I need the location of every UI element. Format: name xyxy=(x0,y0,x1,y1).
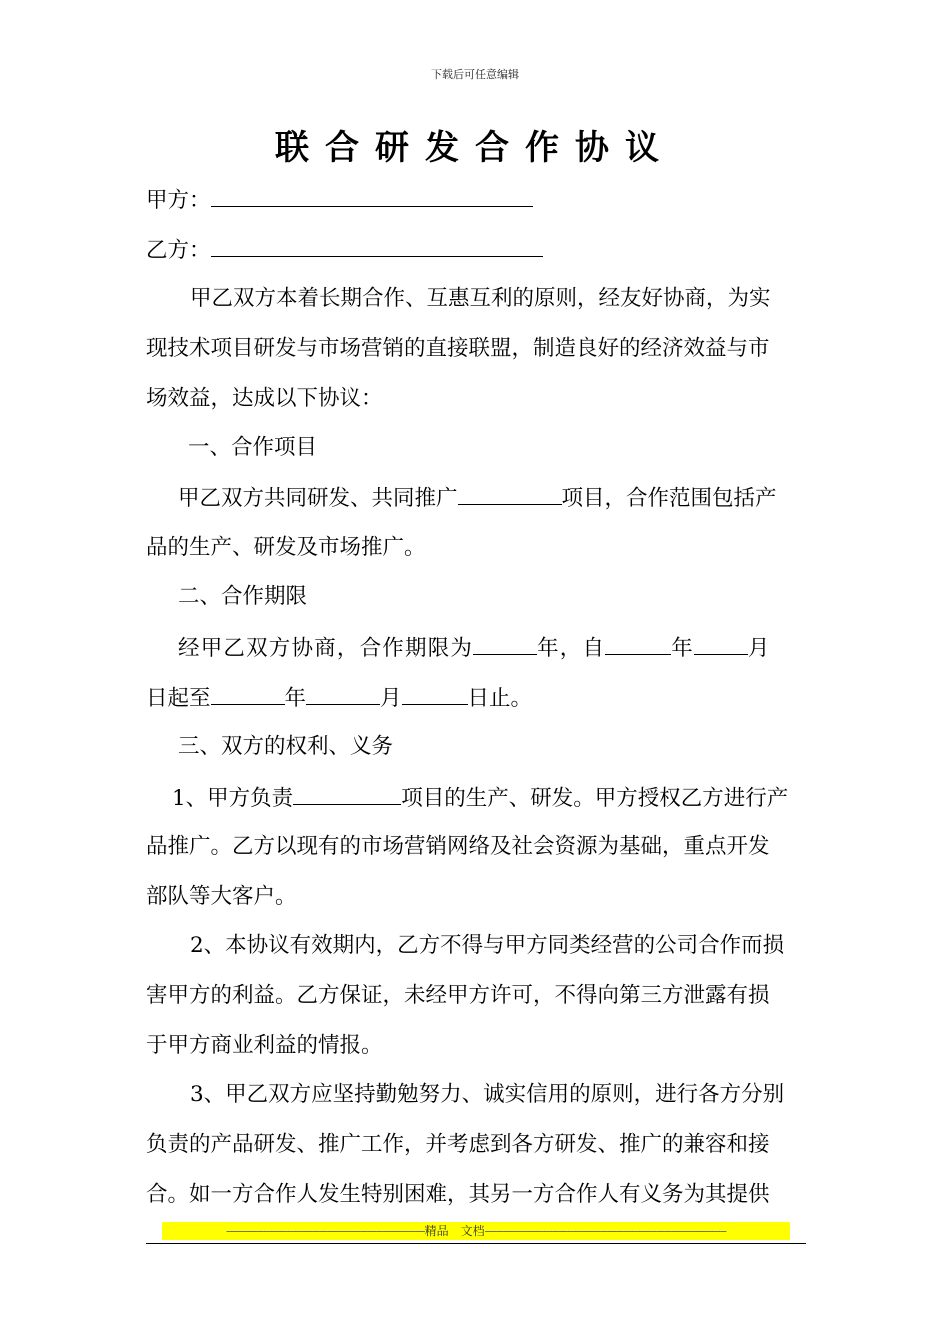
end-month-unit: 月 xyxy=(380,686,402,711)
start-month-unit: 月 xyxy=(747,636,771,661)
section-3-p1-line-1 xyxy=(146,782,806,812)
end-year-blank[interactable] xyxy=(211,682,285,705)
end-day-text: 日止。 xyxy=(467,686,533,711)
section-3-p1-line-3: 部队等大客户。 xyxy=(146,884,297,909)
header-note: 下载后可任意编辑 xyxy=(431,68,519,81)
footer-rule xyxy=(146,1243,806,1244)
p1-text-a: 1、甲方负责 xyxy=(172,786,294,811)
start-day-text: 日起至 xyxy=(146,686,211,711)
start-year-unit: 年 xyxy=(671,636,694,661)
party-a-blank[interactable] xyxy=(211,184,533,207)
start-year-blank[interactable] xyxy=(605,632,671,655)
term-year-from-text: 年，自 xyxy=(537,636,606,661)
start-month-blank[interactable] xyxy=(694,632,748,655)
term-text: 经甲乙双方协商，合作期限为 xyxy=(178,636,474,661)
section-2-line-2 xyxy=(146,682,806,712)
project-name-blank[interactable] xyxy=(458,482,562,505)
section-3-p2-line-1: 2、本协议有效期内，乙方不得与甲方同类经营的公司合作而损 xyxy=(190,933,785,958)
section-3-p3-line-1: 3、甲乙双方应坚持勤勉努力、诚实信用的原则，进行各方分别 xyxy=(190,1082,785,1107)
party-b-label: 乙方： xyxy=(146,238,211,263)
section-3-p3-line-3: 合。如一方合作人发生特别困难，其另一方合作人有义务为其提供 xyxy=(146,1182,770,1207)
party-a-line xyxy=(146,184,806,214)
footer-band xyxy=(162,1222,790,1240)
end-day-blank[interactable] xyxy=(402,682,468,705)
term-years-blank[interactable] xyxy=(473,632,537,655)
party-a-label: 甲方： xyxy=(146,188,211,213)
intro-line-1: 甲乙双方本着长期合作、互惠互利的原则，经友好协商，为实 xyxy=(190,286,771,311)
section-1-heading: 一、合作项目 xyxy=(188,435,318,460)
footer-label: 精品 文档 xyxy=(424,1224,485,1238)
section-3-p1-line-2: 品推广。乙方以现有的市场营销网络及社会资源为基础，重点开发 xyxy=(146,834,770,859)
section-3-p2-line-3: 于甲方商业利益的情报。 xyxy=(146,1033,383,1058)
section-1-line-1 xyxy=(146,482,806,512)
party-b-line xyxy=(146,234,806,264)
end-month-blank[interactable] xyxy=(306,682,380,705)
intro-line-3: 场效益，达成以下协议： xyxy=(146,386,383,411)
section-1-text-b: 项目，合作范围包括产 xyxy=(561,486,777,511)
section-2-heading: 二、合作期限 xyxy=(178,584,308,609)
footer-right-dashes: ------------------------------------------------------------------------------- xyxy=(484,1224,726,1238)
document-title: 联合研发合作协议 xyxy=(275,128,675,168)
section-3-heading: 三、双方的权利、义务 xyxy=(178,734,394,759)
p1-text-b: 项目的生产、研发。甲方授权乙方进行产 xyxy=(401,786,789,811)
section-1-text-a: 甲乙双方共同研发、共同推广 xyxy=(178,486,458,511)
party-b-blank[interactable] xyxy=(211,234,543,257)
section-2-line-1 xyxy=(146,632,806,662)
section-3-p2-line-2: 害甲方的利益。乙方保证，未经甲方许可，不得向第三方泄露有损 xyxy=(146,983,770,1008)
intro-line-2: 现技术项目研发与市场营销的直接联盟，制造良好的经济效益与市 xyxy=(146,336,770,361)
end-year-unit: 年 xyxy=(284,686,307,711)
section-3-p3-line-2: 负责的产品研发、推广工作，并考虑到各方研发、推广的兼容和接 xyxy=(146,1132,770,1157)
section-1-line-2: 品的生产、研发及市场推广。 xyxy=(146,535,426,560)
footer-left-dashes: ----------------------------------------------------------------- xyxy=(226,1224,425,1238)
p1-project-blank[interactable] xyxy=(293,782,401,805)
